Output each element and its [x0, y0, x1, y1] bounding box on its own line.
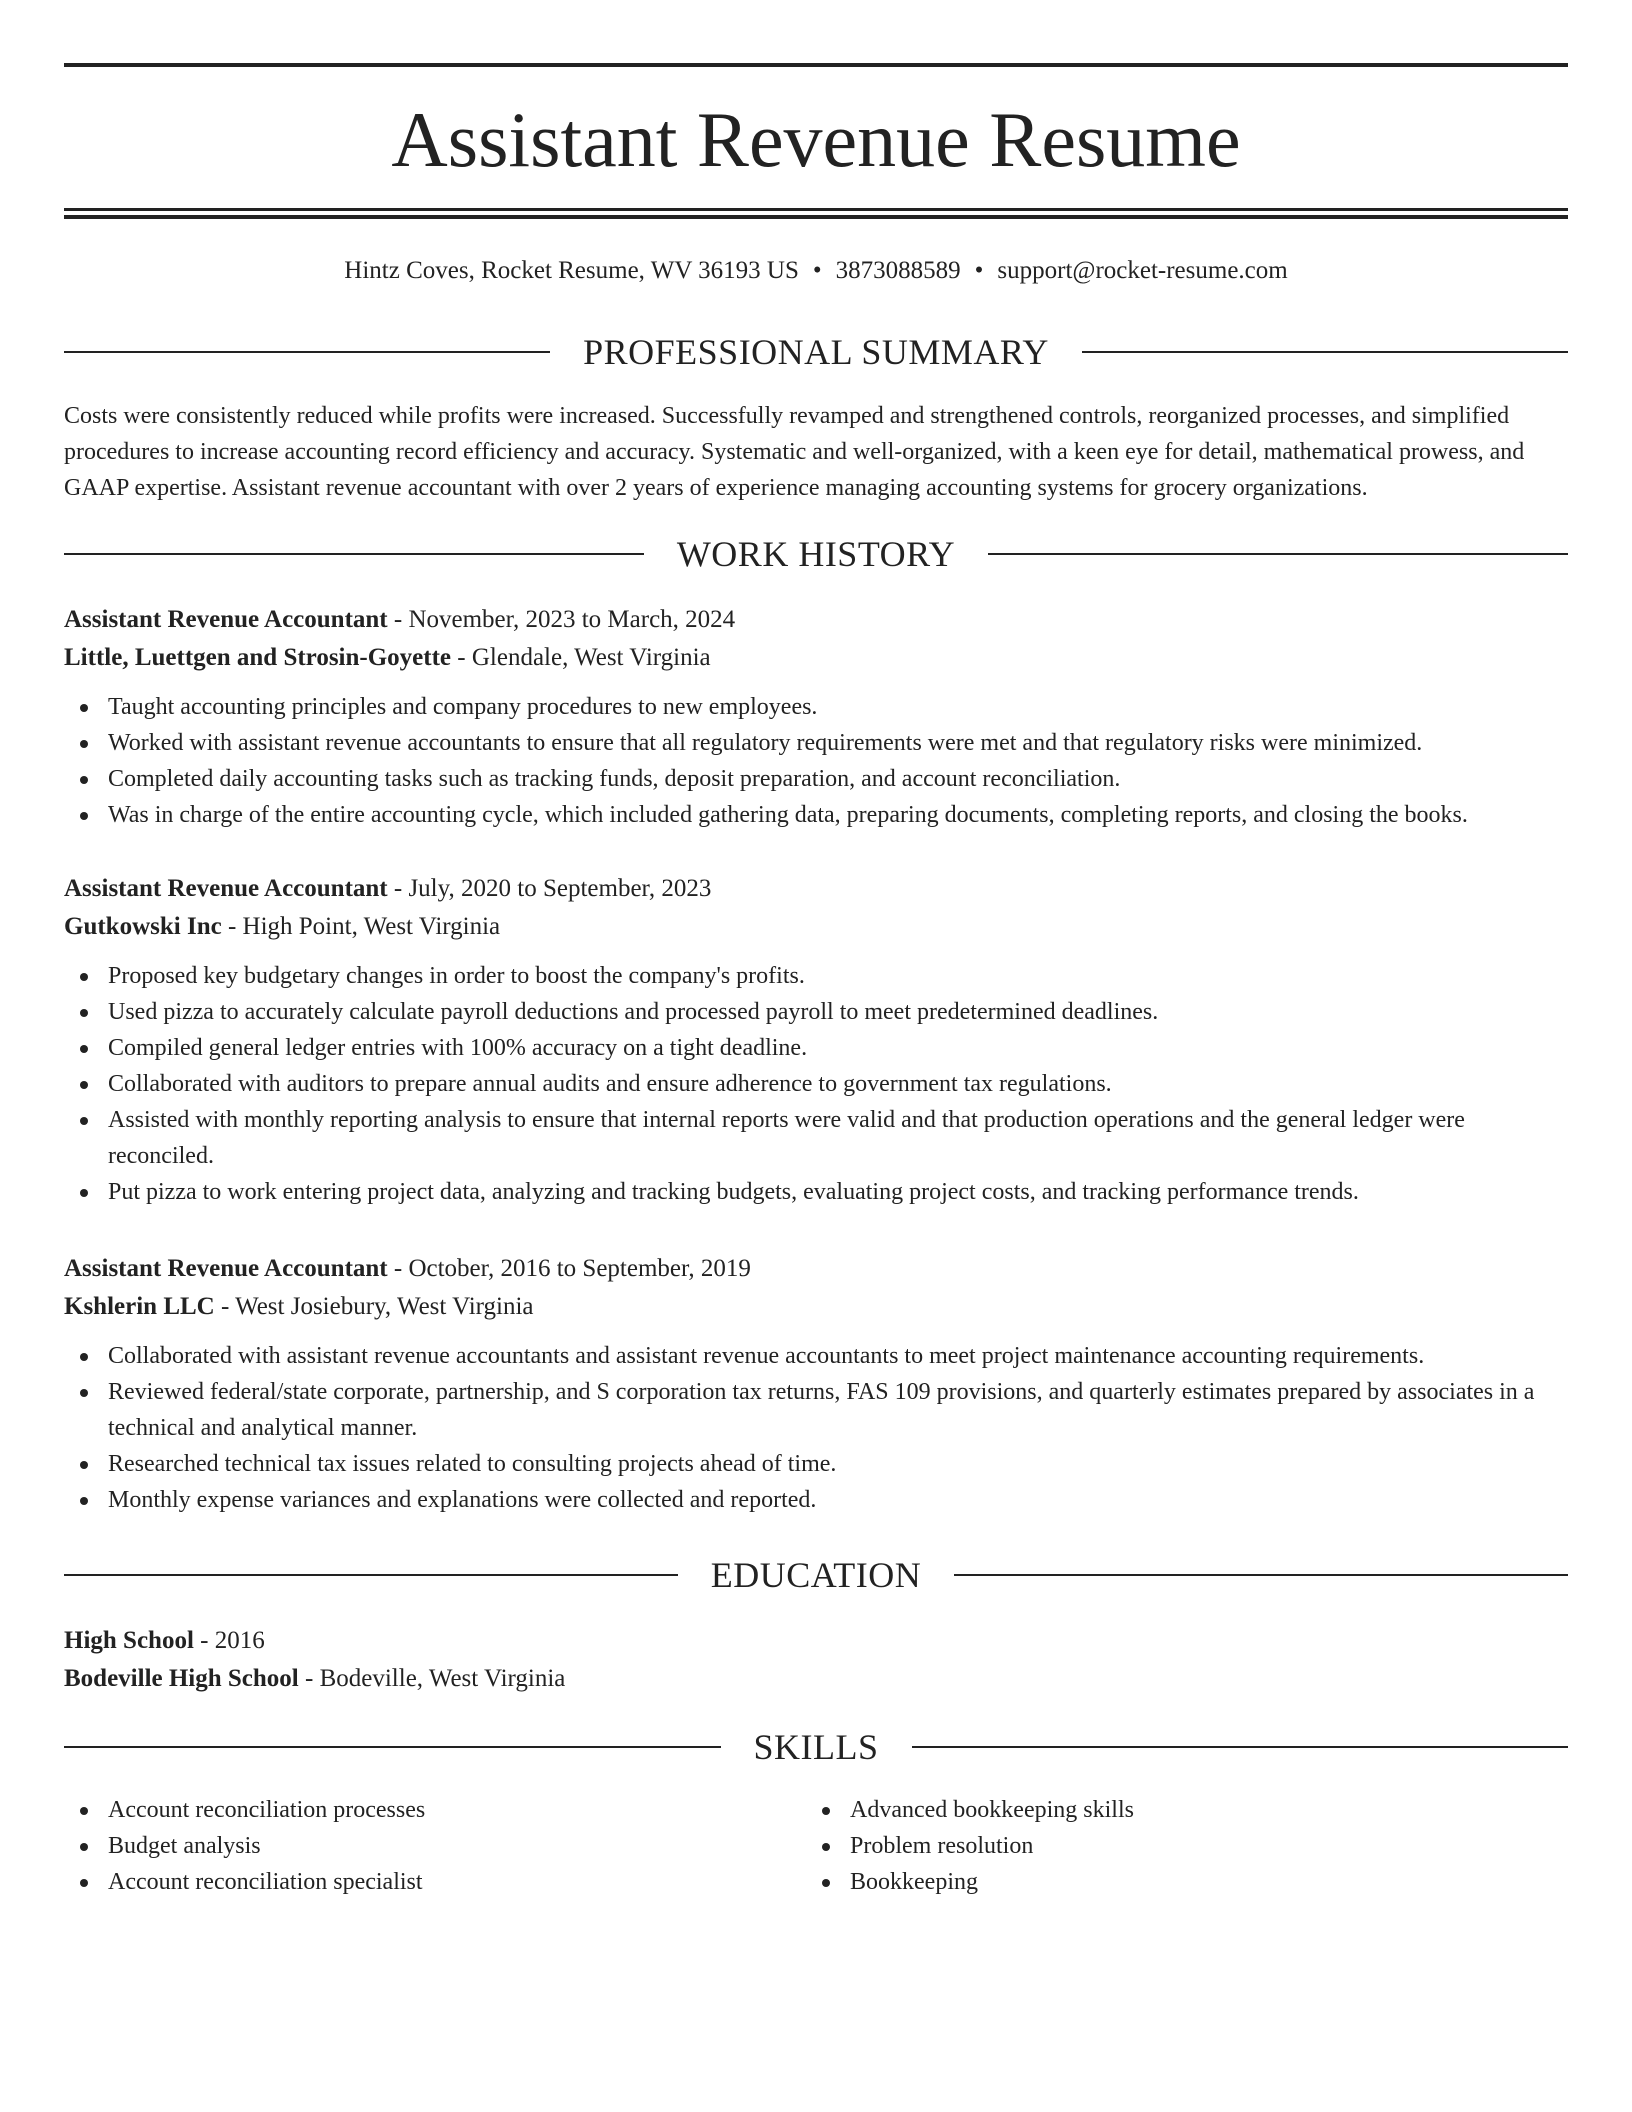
section-heading-skills: [64, 1725, 1568, 1769]
section-heading-work-history: [64, 532, 1568, 576]
divider-line: [912, 1746, 1569, 1748]
contact-address: Hintz Coves, Rocket Resume, WV 36193 US: [344, 257, 799, 284]
bullet-item: Used pizza to accurately calculate payroll deductions and processed payroll to meet predetermined deadlines.: [64, 994, 1568, 1030]
job-title-line: [64, 870, 1568, 908]
dash: -: [193, 1627, 215, 1654]
bullet-item: Collaborated with assistant revenue accountants and assistant revenue accountants to meet project maintenance accounting requirements.: [64, 1338, 1568, 1374]
header-rule-upper: [64, 208, 1568, 211]
summary-text: Costs were consistently reduced while profits were increased. Successfully revamped and strengthened controls, reorganized processes, and simplified procedures to increase accounting record efficiency and accuracy. Systematic and well-organized, with a keen eye for detail, mathematical prowess, and GAAP expertise. Assistant revenue accountant with over 2 years of experience managing accounting systems for grocery organizations.: [64, 403, 1525, 501]
job-entry: [64, 601, 1568, 833]
job-location: High Point, West Virginia: [242, 913, 501, 940]
job-company-line: [64, 1288, 1568, 1326]
job-company-line: [64, 639, 1568, 677]
bullet-item: Collaborated with auditors to prepare annual audits and ensure adherence to government tax regulations.: [64, 1066, 1568, 1102]
skill-item: Account reconciliation specialist: [64, 1864, 806, 1900]
section-heading-label: EDUCATION: [710, 1555, 922, 1595]
divider-line: [954, 1574, 1568, 1576]
dash: -: [387, 1255, 409, 1282]
dash: -: [387, 606, 409, 633]
job-company: Gutkowski Inc: [64, 913, 222, 940]
bullet-item: Completed daily accounting tasks such as tracking funds, deposit preparation, and account reconciliation.: [64, 761, 1568, 797]
bullet-item: Researched technical tax issues related to consulting projects ahead of time.: [64, 1446, 1568, 1482]
job-bullets: [64, 1338, 1568, 1518]
job-title-line: [64, 1250, 1568, 1288]
contact-line: [64, 254, 1568, 288]
divider-line: [64, 1574, 678, 1576]
education-location: Bodeville, West Virginia: [319, 1665, 566, 1692]
bullet-item: Taught accounting principles and company procedures to new employees.: [64, 689, 1568, 725]
divider-line: [64, 553, 644, 555]
job-dates: November, 2023 to March, 2024: [408, 606, 736, 633]
education-school-line: [64, 1660, 1568, 1698]
job-entry: [64, 870, 1568, 1210]
skill-item: Advanced bookkeeping skills: [806, 1792, 1548, 1828]
bullet-item: Was in charge of the entire accounting cycle, which included gathering data, preparing documents, completing reports, and closing the books.: [64, 797, 1568, 833]
header-rule-lower: [64, 215, 1568, 219]
job-entry: [64, 1250, 1568, 1518]
job-location: Glendale, West Virginia: [471, 644, 711, 671]
bullet-item: Worked with assistant revenue accountants to ensure that all regulatory requirements were met and that regulatory risks were minimized.: [64, 725, 1568, 761]
bullet-item: Assisted with monthly reporting analysis to ensure that internal reports were valid and that production operations and the general ledger were reconciled.: [64, 1102, 1568, 1174]
skills-list: [64, 1792, 1568, 1900]
section-heading-label: WORK HISTORY: [676, 534, 956, 574]
contact-separator: •: [974, 257, 984, 284]
bullet-item: Reviewed federal/state corporate, partnership, and S corporation tax returns, FAS 109 provisions, and quarterly estimates prepared by associates in a technical and analytical manner.: [64, 1374, 1568, 1446]
education-year: 2016: [214, 1627, 265, 1654]
dash: -: [221, 913, 243, 940]
section-heading-summary: [64, 330, 1568, 374]
skill-item: Problem resolution: [806, 1828, 1548, 1864]
education-degree: High School: [64, 1627, 194, 1654]
job-title: Assistant Revenue Accountant: [64, 606, 388, 633]
job-title-line: [64, 601, 1568, 639]
divider-line: [64, 351, 550, 353]
skill-item: Bookkeeping: [806, 1864, 1548, 1900]
dash: -: [451, 644, 472, 671]
bullet-item: Monthly expense variances and explanations were collected and reported.: [64, 1482, 1568, 1518]
job-title: Assistant Revenue Accountant: [64, 875, 388, 902]
contact-phone: 3873088589: [835, 257, 961, 284]
section-heading-label: SKILLS: [753, 1727, 879, 1767]
section-heading-label: PROFESSIONAL SUMMARY: [583, 332, 1049, 372]
bullet-item: Put pizza to work entering project data, analyzing and tracking budgets, evaluating project costs, and tracking performance trends.: [64, 1174, 1568, 1210]
dash: -: [214, 1293, 236, 1320]
bullet-item: Compiled general ledger entries with 100% accuracy on a tight deadline.: [64, 1030, 1568, 1066]
job-company: Kshlerin LLC: [64, 1293, 215, 1320]
education-degree-line: [64, 1622, 1568, 1660]
contact-separator: •: [812, 257, 822, 284]
dash: -: [298, 1665, 320, 1692]
dash: -: [387, 875, 409, 902]
job-company: Little, Luettgen and Strosin-Goyette: [64, 644, 452, 671]
divider-line: [64, 1746, 721, 1748]
divider-line: [988, 553, 1568, 555]
bullet-item: Proposed key budgetary changes in order to boost the company's profits.: [64, 958, 1568, 994]
contact-email: support@rocket-resume.com: [997, 257, 1288, 284]
job-bullets: [64, 958, 1568, 1210]
top-rule: [64, 63, 1568, 67]
education-entry: [64, 1622, 1568, 1698]
job-bullets: [64, 689, 1568, 833]
divider-line: [1082, 351, 1568, 353]
section-heading-education: [64, 1553, 1568, 1597]
job-company-line: [64, 908, 1568, 946]
education-school: Bodeville High School: [64, 1665, 299, 1692]
job-dates: October, 2016 to September, 2019: [408, 1255, 751, 1282]
resume-title: Assistant Revenue Resume: [391, 96, 1241, 183]
skills-column-left: [64, 1792, 806, 1900]
job-location: West Josiebury, West Virginia: [235, 1293, 534, 1320]
job-title: Assistant Revenue Accountant: [64, 1255, 388, 1282]
job-dates: July, 2020 to September, 2023: [408, 875, 712, 902]
skill-item: Account reconciliation processes: [64, 1792, 806, 1828]
skills-column-right: [806, 1792, 1548, 1900]
skill-item: Budget analysis: [64, 1828, 806, 1864]
